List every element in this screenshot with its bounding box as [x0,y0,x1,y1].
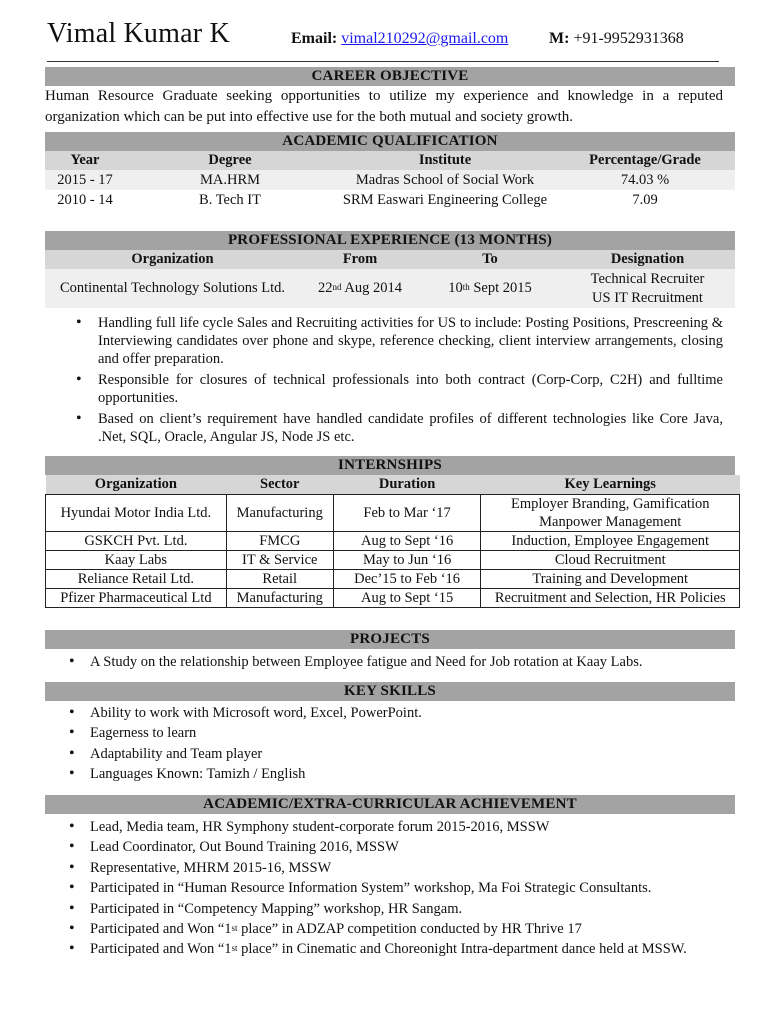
experience-heading: PROFESSIONAL EXPERIENCE (13 MONTHS) [45,231,735,250]
list-item: • Participated and Won “1st place” in Cinematic and Choreonight Intra-department dance held at MSSW. [64,939,734,959]
candidate-name: Vimal Kumar K [47,18,230,49]
column-header: Percentage/Grade [555,151,735,170]
academic-header-row [45,151,735,170]
resume-header [47,16,737,54]
list-item: • Based on client’s requirement have handled candidate profiles of different technologies like Core Java, .Net, SQL, Oracle, Angular JS, Node JS etc. [71,410,723,446]
list-item: • A Study on the relationship between Employee fatigue and Need for Job rotation at Kaay Labs. [64,652,734,672]
table-cell: IT & Service [226,551,333,570]
table-row [45,190,735,210]
table-cell: Aug to Sept ‘15 [333,589,481,608]
list-item: • Participated and Won “1st place” in ADZAP competition conducted by HR Thrive 17 [64,919,734,939]
academic-table [45,151,735,210]
table-cell: Cloud Recruitment [481,551,740,570]
experience-organization: Continental Technology Solutions Ltd. [45,269,300,308]
list-item: • Handling full life cycle Sales and Recruiting activities for US to include: Posting Positions, Prescreening & Interviewing candidates over phone and skype, reference checking, client interview arrangements, closing and offer preparation. [71,314,723,368]
table-cell: Aug to Sept ‘16 [333,532,481,551]
table-row [45,170,735,190]
experience-header-row [45,250,735,269]
table-cell: Dec’15 to Feb ‘16 [333,570,481,589]
table-cell: May to Jun ‘16 [333,551,481,570]
table-cell: Manufacturing [226,589,333,608]
column-header: Organization [46,475,227,495]
skills-heading: KEY SKILLS [45,682,735,701]
list-item: • Lead Coordinator, Out Bound Training 2016, MSSW [64,837,734,857]
list-item: • Representative, MHRM 2015-16, MSSW [64,858,734,878]
career-objective-text: Human Resource Graduate seeking opportunities to utilize my experience and knowledge in a reputed organization which can be put into effective use for the both mutual and society growth. [45,88,723,125]
table-cell: SRM Easwari Engineering College [342,191,548,208]
experience-table [45,250,735,308]
table-cell: B. Tech IT [199,191,261,208]
table-cell: Pfizer Pharmaceutical Ltd [46,589,227,608]
table-row [46,589,740,608]
achievements-heading: ACADEMIC/EXTRA-CURRICULAR ACHIEVEMENT [45,795,735,814]
table-cell: Induction, Employee Engagement [481,532,740,551]
mobile-number: +91-9952931368 [573,30,684,47]
column-header: Degree [125,151,335,170]
table-cell: Manufacturing [226,495,333,532]
email-label: Email: [291,30,338,47]
projects-heading: PROJECTS [45,630,735,649]
table-cell: Kaay Labs [46,551,227,570]
table-cell: 74.03 % [555,170,735,190]
column-header: Designation [560,250,735,269]
academic-heading: ACADEMIC QUALIFICATION [45,132,735,151]
experience-from: 22nd Aug 2014 [300,269,420,308]
experience-designation: Technical Recruiter US IT Recruitment [560,269,735,308]
table-cell: Madras School of Social Work [335,170,555,190]
table-row [46,532,740,551]
table-row [45,269,735,308]
internships-table [45,475,740,608]
table-cell: Employer Branding, Gamification Manpower Management [481,495,740,532]
list-item: • Responsible for closures of technical professionals into both contract (Corp-Corp, C2H) and fulltime opportunities. [71,371,723,407]
table-cell: Reliance Retail Ltd. [46,570,227,589]
table-row [46,495,740,532]
career-objective-heading: CAREER OBJECTIVE [45,67,735,86]
header-divider [47,61,719,62]
table-cell: 2015 - 17 [45,170,125,190]
table-cell: Hyundai Motor India Ltd. [46,495,227,532]
table-cell: Feb to Mar ‘17 [333,495,481,532]
mobile-label: M: [549,30,570,47]
column-header: Year [45,151,125,170]
column-header: From [300,250,420,269]
column-header: Organization [45,250,300,269]
skills-list [64,703,734,785]
table-row [46,551,740,570]
email-line [291,30,508,48]
table-row [46,570,740,589]
experience-bullets [71,314,723,449]
table-cell: Training and Development [481,570,740,589]
list-item: • Adaptability and Team player [64,744,734,764]
column-header: To [420,250,560,269]
column-header: Duration [333,475,481,495]
column-header: Key Learnings [481,475,740,495]
internships-header-row [46,475,740,495]
email-link[interactable]: vimal210292@gmail.com [341,30,509,47]
list-item: • Participated in “Competency Mapping” workshop, HR Sangam. [64,899,734,919]
table-cell: Retail [226,570,333,589]
achievements-list [64,817,734,960]
experience-to: 10th Sept 2015 [420,269,560,308]
internships-heading: INTERNSHIPS [45,456,735,475]
table-cell: 7.09 [632,191,658,208]
table-cell: Recruitment and Selection, HR Policies [481,589,740,608]
table-cell: GSKCH Pvt. Ltd. [46,532,227,551]
list-item: • Languages Known: Tamizh / English [64,764,734,784]
mobile-line [549,30,684,48]
column-header: Institute [335,151,555,170]
table-cell: 2010 - 14 [57,191,113,208]
projects-list [64,652,734,672]
table-cell: FMCG [226,532,333,551]
list-item: • Lead, Media team, HR Symphony student-corporate forum 2015-2016, MSSW [64,817,734,837]
table-cell: MA.HRM [125,170,335,190]
list-item: • Ability to work with Microsoft word, Excel, PowerPoint. [64,703,734,723]
list-item: • Eagerness to learn [64,723,734,743]
list-item: • Participated in “Human Resource Information System” workshop, Ma Foi Strategic Consultants. [64,878,734,898]
column-header: Sector [226,475,333,495]
